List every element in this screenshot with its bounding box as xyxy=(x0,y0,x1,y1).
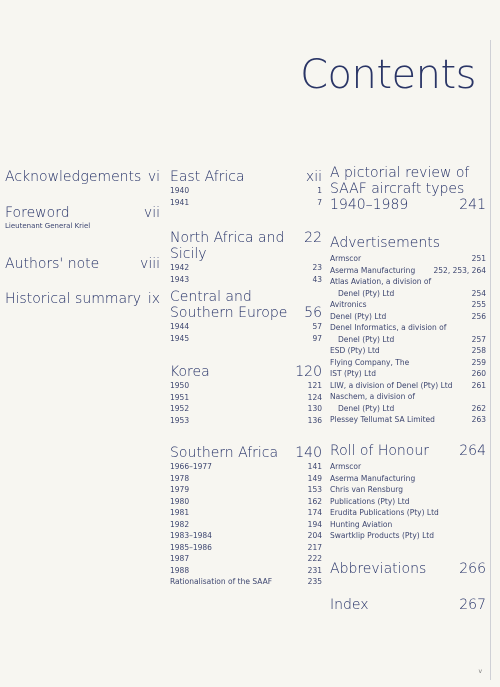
review-page: 241 xyxy=(459,197,486,213)
entry-page: vii xyxy=(143,205,160,221)
ad-row: Denel (Pty) Ltd 254 xyxy=(338,288,486,298)
toc-row: 1943 43 xyxy=(170,274,322,284)
toc-row: 1951 124 xyxy=(170,392,322,402)
toc-row: 1942 23 xyxy=(170,263,322,272)
section-index[interactable] xyxy=(330,597,486,613)
ad-row: Plessey Tellumat SA Limited 263 xyxy=(330,415,486,424)
honour-row: Publications (Pty) Ltd xyxy=(330,496,410,506)
section-roll-of-honour[interactable] xyxy=(330,443,486,542)
honour-row: Aserma Manufacturing xyxy=(330,473,416,483)
honour-row: Swartklip Products (Pty) Ltd xyxy=(330,531,434,540)
ad-row: Atlas Aviation, a division of xyxy=(330,277,432,286)
index-page: 267 xyxy=(459,597,486,613)
chapter-page: xii xyxy=(305,169,322,185)
folio: v xyxy=(478,668,482,675)
toc-row: Rationalisation of the SAAF 235 xyxy=(170,577,322,586)
toc-row: 1979 153 xyxy=(170,485,322,494)
honour-row: Hunting Aviation xyxy=(330,519,393,529)
toc-row: 1978 149 xyxy=(170,473,322,483)
entry-title: Historical summary xyxy=(5,291,142,307)
ad-row: ESD (Pty) Ltd 258 xyxy=(330,346,486,355)
toc-row: 1987 222 xyxy=(170,554,322,563)
toc-entry-acknowledgements[interactable] xyxy=(5,169,160,185)
toc-row: 1982 194 xyxy=(170,519,322,529)
ad-row: Denel Informatics, a division of xyxy=(330,323,447,332)
toc-entry-historical-summary[interactable] xyxy=(5,291,160,307)
ad-row: Denel (Pty) Ltd 256 xyxy=(330,311,486,321)
entry-title: Authors' note xyxy=(5,256,100,272)
page-title: Contents xyxy=(300,52,476,98)
chapter-title: East Africa xyxy=(170,169,245,185)
chapter-page: 120 xyxy=(295,364,322,380)
chapter-title: Central and Southern Europe xyxy=(170,289,288,321)
entry-title: Foreword xyxy=(5,205,70,221)
chapter-page: 56 xyxy=(304,305,322,321)
ad-row: LIW, a division of Denel (Pty) Ltd 261 xyxy=(330,380,486,390)
toc-row: 1945 97 xyxy=(170,333,322,343)
entry-title: Acknowledgements xyxy=(5,169,142,185)
toc-row: 1940 1 xyxy=(170,186,322,195)
chapter-title: Korea xyxy=(170,364,210,380)
chapter-central-southern-europe[interactable] xyxy=(170,289,322,344)
honour-row: Erudita Publications (Pty) Ltd xyxy=(330,508,439,517)
chapter-page: 22 xyxy=(304,230,322,246)
ad-row: IST (Pty) Ltd 260 xyxy=(330,369,486,378)
ad-row: Flying Company, The 259 xyxy=(330,357,486,367)
toc-entry-authors-note[interactable] xyxy=(5,256,160,272)
toc-row: 1981 174 xyxy=(170,508,322,517)
section-abbreviations[interactable] xyxy=(330,561,486,577)
honour-row: Chris van Rensburg xyxy=(330,485,403,494)
abbreviations-page: 266 xyxy=(459,561,486,577)
toc-row: 1950 121 xyxy=(170,381,322,390)
ad-row: Denel (Pty) Ltd 262 xyxy=(338,403,486,413)
abbreviations-title: Abbreviations xyxy=(330,561,427,577)
section-pictorial-review[interactable] xyxy=(330,165,486,213)
foreword-byline: Lieutenant General Kriel xyxy=(5,222,91,230)
honour-row: Armscor xyxy=(330,462,362,471)
chapter-southern-africa[interactable] xyxy=(170,445,322,588)
honour-title: Roll of Honour xyxy=(330,443,429,459)
ad-row: Avitronics 255 xyxy=(330,300,486,309)
chapter-north-africa[interactable] xyxy=(170,230,322,285)
toc-row: 1952 130 xyxy=(170,404,322,413)
ad-row: Armscor 251 xyxy=(330,254,486,263)
page-edge xyxy=(490,40,491,680)
honour-page: 264 xyxy=(459,443,486,459)
review-title-line3: 1940–1989 xyxy=(330,197,409,213)
index-title: Index xyxy=(330,597,369,613)
toc-row: 1985–1986 217 xyxy=(170,542,322,552)
toc-row: 1980 162 xyxy=(170,496,322,506)
chapter-title: Southern Africa xyxy=(170,445,279,461)
toc-row: 1941 7 xyxy=(170,197,322,207)
chapter-page: 140 xyxy=(295,445,322,461)
toc-row: 1953 136 xyxy=(170,415,322,425)
entry-page: viii xyxy=(140,256,160,272)
toc-row: 1944 57 xyxy=(170,322,322,331)
ad-row: Naschem, a division of xyxy=(330,392,415,401)
review-title-line1: A pictorial review of xyxy=(330,165,470,181)
review-title-line2: SAAF aircraft types xyxy=(330,181,465,197)
ad-row: Aserma Manufacturing 252, 253, 264 xyxy=(330,265,486,275)
section-advertisements[interactable] xyxy=(330,235,486,426)
chapter-east-africa[interactable] xyxy=(170,169,322,208)
ad-row: Denel (Pty) Ltd 257 xyxy=(338,334,486,344)
entry-page: vi xyxy=(147,169,160,185)
toc-row: 1983–1984 204 xyxy=(170,531,322,540)
chapter-title: North Africa and Sicily xyxy=(170,230,285,262)
toc-row: 1966–1977 141 xyxy=(170,462,322,471)
toc-row: 1988 231 xyxy=(170,565,322,575)
chapter-korea[interactable] xyxy=(170,364,322,426)
advertisements-title: Advertisements xyxy=(330,235,441,251)
entry-page: ix xyxy=(147,291,160,307)
toc-entry-foreword[interactable] xyxy=(5,205,160,230)
